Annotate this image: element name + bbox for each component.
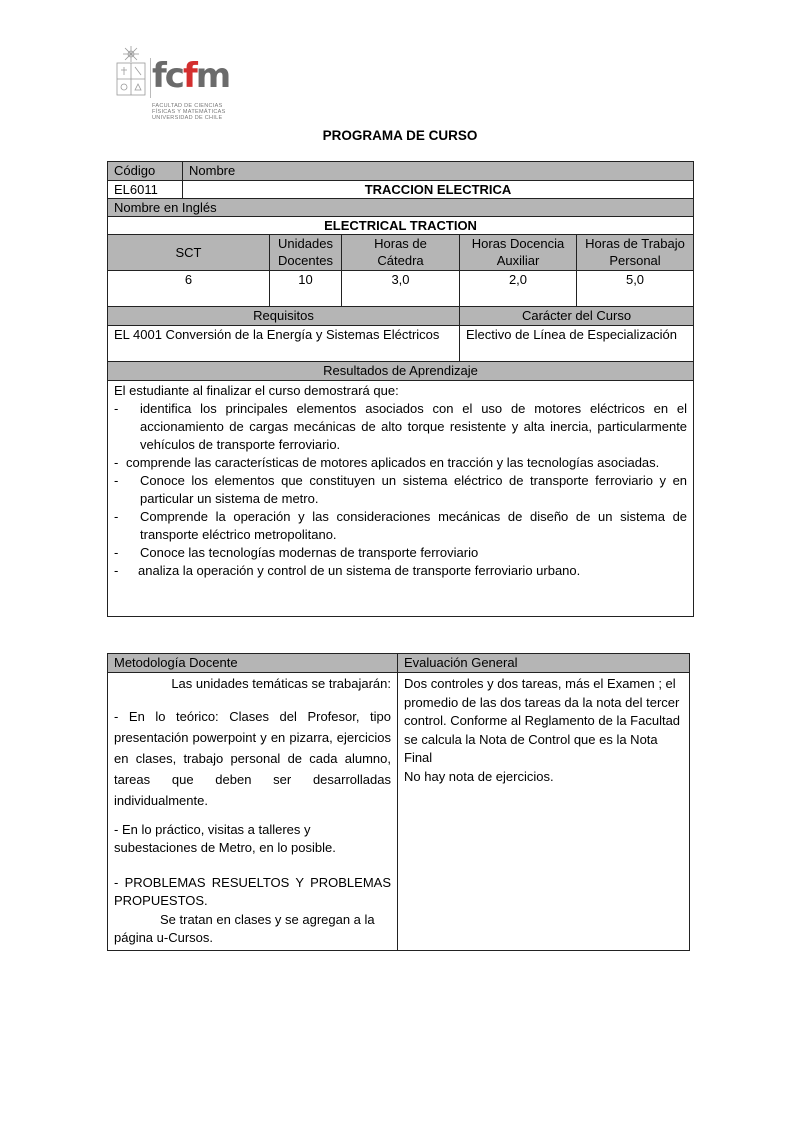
list-item: - analiza la operación y control de un sistema de transporte ferroviario urbano. [114,563,581,578]
learning-outcomes-intro: El estudiante al finalizar el curso demostrará que: [114,383,399,398]
list-item: - Conoce las tecnologías modernas de transporte ferroviario [114,545,479,560]
sct-header: SCT [108,235,270,271]
university-crest-icon [114,46,148,98]
methodology-intro: Las unidades temáticas se trabajarán: [171,676,391,691]
methodology-theory: - En lo teórico: Clases del Profesor, tipo presentación powerpoint y en pizarra, ejercicios en clases, trabajo personal de cada alumno, tareas que deben ser desarrolladas individualmente. [114,708,391,808]
methodology-problems-note-2: página u-Cursos. [114,930,213,945]
aux-hours-header: Horas Docencia Auxiliar [460,235,577,271]
course-info-table [107,161,694,617]
sct-value: 6 [108,271,270,307]
personal-hours-header: Horas de Trabajo Personal [577,235,694,271]
units-value: 10 [270,271,342,307]
character-label: Carácter del Curso [460,307,694,326]
learning-outcomes-label: Resultados de Aprendizaje [108,362,694,381]
evaluation-cell [398,673,690,951]
methodology-label: Metodología Docente [108,654,398,673]
list-item: - comprende las características de motores aplicados en tracción y las tecnologías asociadas. [114,455,660,470]
name-label: Nombre [183,162,694,181]
evaluation-note: No hay nota de ejercicios. [404,768,554,784]
learning-outcomes-cell [108,381,694,617]
list-item: - Comprende la operación y las consideraciones mecánicas de diseño de un sistema de transporte eléctrico metropolitano. [114,509,688,542]
aux-hours-value: 2,0 [460,271,577,307]
methodology-evaluation-table [107,653,690,951]
methodology-practice: - En lo práctico, visitas a talleres y subestaciones de Metro, en lo posible. [114,821,336,855]
requirements-label: Requisitos [108,307,460,326]
methodology-problems: - PROBLEMAS RESUELTOS Y PROBLEMAS PROPUESTOS. [114,874,391,908]
course-code: EL6011 [108,181,183,199]
character-value: Electivo de Línea de Especialización [460,326,694,362]
list-item: - identifica los principales elementos asociados con el uso de motores eléctricos en el accionamiento de cargas mecánicas de alto torque resistente y alta inercia, particularmente vehículos de transporte ferroviario. [114,401,688,452]
personal-hours-value: 5,0 [577,271,694,307]
requirements-value: EL 4001 Conversión de la Energía y Sistemas Eléctricos [108,326,460,362]
course-name: TRACCION ELECTRICA [183,181,694,199]
fcfm-logo [112,46,242,126]
evaluation-text: Dos controles y dos tareas, más el Examen ; el promedio de las dos tareas da la nota del tercer control. Conforme al Reglamento de la Facultad se calcula la Nota de Control que es la Nota Final [404,676,681,765]
english-name-label: Nombre en Inglés [108,199,694,217]
methodology-cell [108,673,398,951]
lecture-hours-value: 3,0 [342,271,460,307]
learning-outcomes-list [114,400,687,580]
logo-wordmark: fcfm [152,56,230,96]
evaluation-label: Evaluación General [398,654,690,673]
units-header: Unidades Docentes [270,235,342,271]
list-item: - Conoce los elementos que constituyen un sistema eléctrico de transporte ferroviario y en particular un sistema de metro. [114,473,688,506]
lecture-hours-header: Horas de Cátedra [342,235,460,271]
logo-subtitle: FACULTAD DE CIENCIAS FÍSICAS Y MATEMÁTICAS UNIVERSIDAD DE CHILE [152,103,226,121]
english-name: ELECTRICAL TRACTION [108,217,694,235]
page-title: PROGRAMA DE CURSO [322,128,478,143]
code-label: Código [108,162,183,181]
methodology-problems-note: Se tratan en clases y se agregan a la [160,911,375,927]
logo-divider [150,58,151,98]
